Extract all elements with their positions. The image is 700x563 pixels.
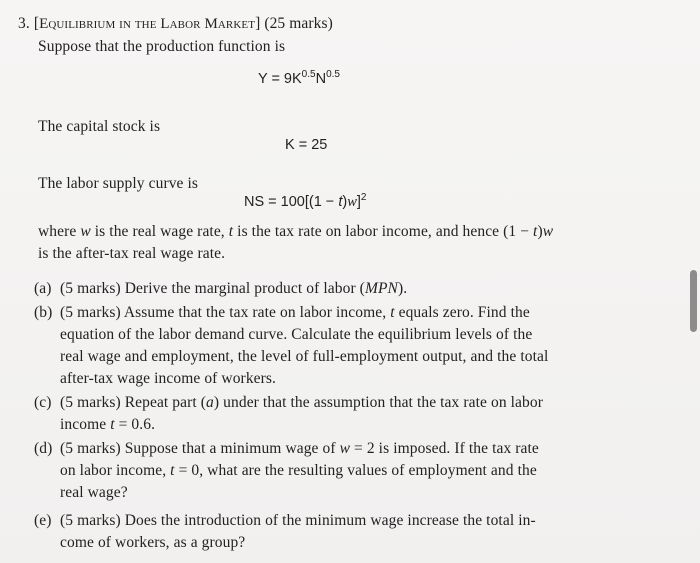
part-b-line-3: real wage and employment, the level of full-employment output, and the total (60, 348, 549, 365)
where-text-c: is the tax rate on labor income, and hence (1 − (233, 223, 534, 240)
ls-mid: ) (342, 194, 348, 210)
part-c-l2b: = 0.6. (114, 416, 156, 433)
where-t2: t (533, 223, 538, 240)
title-bracket-close: ] (255, 15, 261, 32)
where-w2: w (542, 223, 554, 240)
ls-close: ] (356, 194, 361, 210)
part-c-l1b: ) under that the assumption that the tax rate on labor (213, 394, 543, 411)
capital-equation: K = 25 (285, 137, 328, 153)
part-c-line-1 (60, 393, 543, 413)
part-b-t: t (390, 304, 395, 321)
where-text-b: is the real wage rate, (90, 223, 229, 240)
part-b-l1a: (5 marks) Assume that the tax rate on labor income, (60, 304, 391, 321)
capital-label: The capital stock is (38, 118, 161, 135)
part-b-l1b: equals zero. Find the (394, 304, 530, 321)
where-t: t (228, 223, 234, 240)
part-a-label: (a) (34, 280, 52, 297)
part-d-label: (d) (34, 440, 53, 457)
part-b-label: (b) (34, 304, 53, 321)
where-text-a: where (38, 223, 81, 240)
question-intro: Suppose that the production function is (38, 38, 286, 55)
part-d-l2b: = 0, what are the resulting values of employment and the (174, 462, 537, 479)
ls-lhs: NS = 100[(1 − (244, 194, 339, 210)
part-a-text (60, 279, 407, 299)
part-e-line-1: (5 marks) Does the introduction of the minimum wage increase the total in- (60, 512, 536, 529)
part-e-line-2: come of workers, as a group? (60, 534, 246, 551)
question-number: 3. (18, 15, 30, 32)
ls-t: t (338, 194, 343, 210)
part-d-l1a: (5 marks) Suppose that a minimum wage of (60, 440, 340, 457)
title-bracket-open: [ (33, 15, 40, 32)
part-a-text2: ). (397, 280, 408, 297)
part-d-line-3: real wage? (60, 484, 128, 501)
part-d-line-2 (60, 461, 537, 481)
ls-exp: 2 (360, 192, 367, 203)
part-d-line-1 (60, 439, 539, 459)
part-c-part-ref: a (206, 394, 214, 411)
question-marks: (25 marks) (264, 15, 333, 32)
part-c-line-2 (60, 415, 155, 435)
ls-w: w (347, 194, 357, 210)
part-c-l2a: income (60, 416, 111, 433)
part-b-line-4: after-tax wage income of workers. (60, 370, 277, 387)
part-d-w: w (339, 440, 351, 457)
part-c-label: (c) (34, 394, 52, 411)
where-w: w (80, 223, 91, 240)
part-b-line-2: equation of the labor demand curve. Calculate the equilibrium levels of the (60, 326, 533, 343)
where-line-2: is the after-tax real wage rate. (38, 245, 226, 262)
part-c-l1a: (5 marks) Repeat part ( (60, 394, 207, 411)
production-exp-k: 0.5 (301, 69, 316, 80)
labor-supply-label: The labor supply curve is (38, 175, 199, 192)
where-text-d: ) (537, 223, 543, 240)
labor-supply-equation (244, 192, 366, 212)
production-function-equation (258, 69, 340, 89)
production-lhs: Y = 9K (258, 71, 302, 87)
part-a-mpn: MPN (364, 280, 398, 297)
vertical-scrollbar-thumb[interactable] (690, 270, 697, 332)
where-line-1 (38, 222, 553, 242)
production-mid: N (315, 71, 327, 87)
part-a-text1: (5 marks) Derive the marginal product of labor ( (60, 280, 365, 297)
part-d-t: t (170, 462, 175, 479)
question-title: Equilibrium in the Labor Market (39, 16, 256, 32)
part-d-l2a: on labor income, (60, 462, 171, 479)
production-exp-n: 0.5 (326, 69, 340, 80)
part-d-l1b: = 2 is imposed. If the tax rate (350, 440, 539, 457)
question-header (18, 14, 333, 34)
part-c-t: t (110, 416, 115, 433)
part-e-label: (e) (34, 512, 52, 529)
part-b-line-1 (60, 303, 530, 323)
